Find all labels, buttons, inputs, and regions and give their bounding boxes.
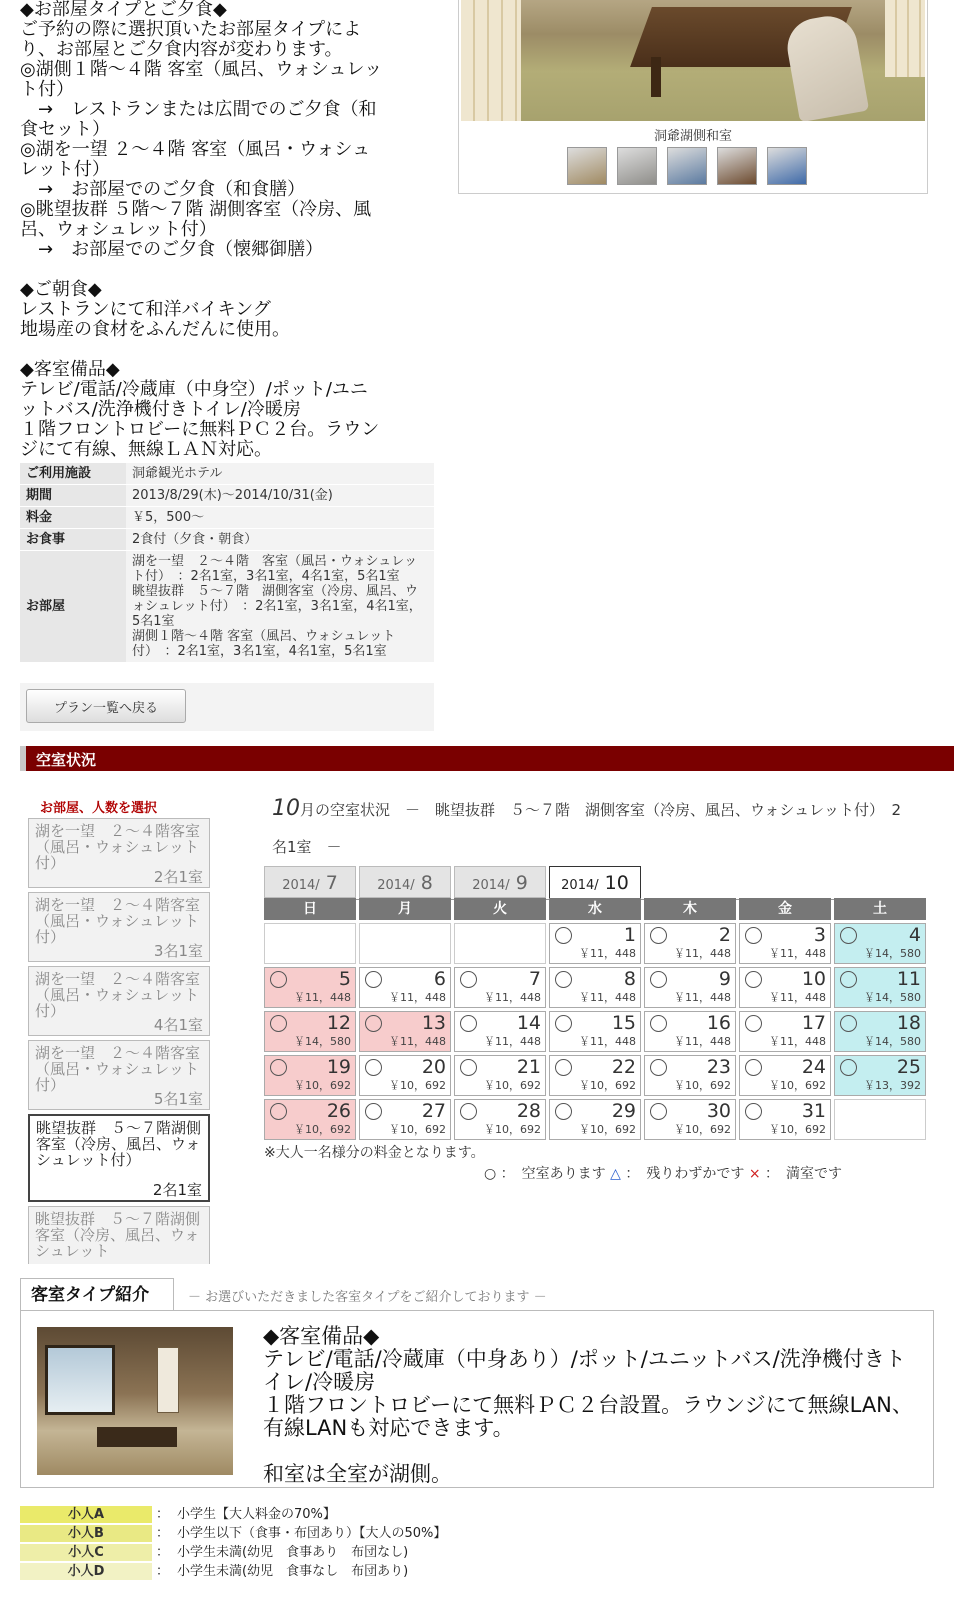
description-line: テレビ/電話/冷蔵庫（中身空）/ポット/ユニ [20, 379, 368, 400]
month-tab-year: 2014/ [472, 878, 510, 893]
day-price: ￥11，448 [484, 1035, 541, 1048]
room-option[interactable] [28, 892, 210, 962]
description-line: ットバス/洗浄機付きトイレ/冷暖房 [20, 399, 301, 420]
description-line: ト付） [20, 79, 74, 100]
available-circle-icon [555, 971, 572, 988]
photo-thumbnail[interactable] [667, 147, 707, 185]
day-number: 29 [611, 1100, 636, 1122]
room-type-tab[interactable]: 客室タイプ紹介 [20, 1278, 174, 1310]
available-circle-icon [650, 971, 667, 988]
availability-header [20, 746, 954, 771]
weekday-header: 火 [454, 898, 546, 920]
day-price: ￥11，448 [674, 991, 731, 1004]
day-number: 23 [706, 1056, 731, 1078]
description-line [20, 260, 430, 280]
day-price: ￥11，448 [579, 1035, 636, 1048]
day-number: 25 [896, 1056, 921, 1078]
day-price: ￥10，692 [294, 1123, 351, 1136]
plan-info-table [20, 463, 434, 663]
weekday-header: 水 [549, 898, 641, 920]
day-price: ￥14，580 [864, 1035, 921, 1048]
child-category: 小人C [20, 1543, 152, 1562]
calendar-day-cell[interactable] [454, 1099, 546, 1140]
calendar-day-cell[interactable] [834, 1011, 926, 1052]
child-price-description: 小学生【大人料金の70%】 [177, 1507, 336, 1522]
available-circle-icon [840, 971, 857, 988]
day-price: ￥14，580 [864, 991, 921, 1004]
calendar-day-cell[interactable] [454, 1055, 546, 1096]
calendar-day-cell[interactable] [739, 1099, 831, 1140]
calendar-day-cell[interactable] [359, 1011, 451, 1052]
description-line: レストランにて和洋バイキング [20, 299, 271, 320]
info-key: ご利用施設 [20, 463, 126, 485]
availability-header-label: 空室状況 [36, 751, 97, 769]
weekday-header: 金 [739, 898, 831, 920]
description-line: ジにて有線、無線ＬＡＮ対応。 [20, 439, 272, 460]
available-circle-icon [745, 1015, 762, 1032]
calendar-day-cell[interactable] [264, 1011, 356, 1052]
calendar-day-cell[interactable] [739, 1055, 831, 1096]
day-price: ￥10，692 [484, 1079, 541, 1092]
calendar-day-cell[interactable] [644, 1099, 736, 1140]
day-price: ￥10，692 [579, 1079, 636, 1092]
room-option[interactable] [28, 966, 210, 1036]
calendar-month: 10 [272, 796, 300, 821]
day-number: 3 [813, 924, 826, 946]
day-price: ￥14，580 [864, 947, 921, 960]
day-price: ￥14，580 [294, 1035, 351, 1048]
calendar-day-cell[interactable] [644, 1011, 736, 1052]
full-symbol: × [748, 1166, 761, 1182]
available-circle-icon [555, 1059, 572, 1076]
available-circle-icon [460, 971, 477, 988]
room-option-capacity: 5名1室 [153, 1090, 203, 1108]
info-value: 湖を一望 ２～４階 客室（風呂・ウォシュレット付） ：2名1室，3名1室，4名1室，5名1室 眺望抜群 ５～７階 湖側客室（冷房、風呂、ウォシュレット付） ：2名1室，3名1室，4名1室，5名1室 湖側１階～４階 客室（風呂、ウォシュレット付） ：2名1室，3名1室，4名1室，5名1室 [126, 551, 434, 663]
weekday-header: 月 [359, 898, 451, 920]
price-note: ※大人一名様分の料金となります。 [264, 1145, 485, 1161]
photo-thumbnail[interactable] [617, 147, 657, 185]
available-circle-icon [650, 1059, 667, 1076]
available-circle-icon [555, 927, 572, 944]
room-option-capacity: 4名1室 [153, 1016, 203, 1034]
day-number: 12 [326, 1012, 351, 1034]
few-left-symbol: △ [610, 1166, 621, 1182]
day-number: 15 [611, 1012, 636, 1034]
info-value: 2食付（夕食・朝食） [126, 529, 434, 551]
description-line: 呂、ウォシュレット付） [20, 219, 217, 240]
description-line: ご予約の際に選択頂いたお部屋タイプによ [20, 19, 362, 40]
photo-gallery [458, 0, 928, 194]
month-tab-year: 2014/ [377, 878, 415, 893]
day-price: ￥11，448 [769, 991, 826, 1004]
available-circle-icon [840, 927, 857, 944]
day-number: 17 [801, 1012, 826, 1034]
description-line: → レストランまたは広間でのご夕食（和 [20, 99, 377, 120]
day-price: ￥13，392 [864, 1079, 921, 1092]
calendar-day-cell[interactable] [739, 923, 831, 964]
weekday-header: 日 [264, 898, 356, 920]
info-key: 期間 [20, 485, 126, 507]
info-key: お部屋 [20, 551, 126, 663]
description-line: ◆お部屋タイプとご夕食◆ [20, 0, 227, 20]
available-circle-icon [555, 1103, 572, 1120]
day-number: 28 [516, 1100, 541, 1122]
day-price: ￥11，448 [294, 991, 351, 1004]
calendar-empty-cell [834, 1099, 926, 1140]
calendar-empty-cell [359, 923, 451, 964]
day-number: 7 [528, 968, 541, 990]
available-circle-icon [745, 1059, 762, 1076]
available-circle-icon [460, 1015, 477, 1032]
available-circle-icon [270, 1015, 287, 1032]
available-label: ： 空室あります [500, 1166, 606, 1182]
calendar-day-cell[interactable] [739, 967, 831, 1008]
available-circle-icon [270, 1059, 287, 1076]
description-line: 食セット） [20, 119, 110, 140]
room-type-subtitle: － お選びいただきました客室タイプをご紹介しております － [188, 1290, 547, 1305]
calendar-day-cell[interactable] [644, 923, 736, 964]
info-row [20, 463, 434, 485]
day-number: 30 [706, 1100, 731, 1122]
room-select-title: お部屋、人数を選択 [40, 801, 158, 816]
calendar-day-cell[interactable] [834, 1055, 926, 1096]
day-number: 13 [421, 1012, 446, 1034]
calendar-day-cell[interactable] [644, 967, 736, 1008]
room-option-capacity: 3名1室 [153, 942, 203, 960]
tab-month-7[interactable] [264, 866, 356, 898]
calendar-day-cell[interactable] [549, 967, 641, 1008]
day-number: 21 [516, 1056, 541, 1078]
description-line: ◎湖を一望 ２～４階 客室（風呂・ウォシュ [20, 139, 371, 160]
day-number: 22 [611, 1056, 636, 1078]
availability-legend [484, 1163, 842, 1183]
calendar-title-text: 月の空室状況 － 眺望抜群 ５～７階 湖側客室（冷房、風呂、ウォシュレット付） 2名1室 － [272, 801, 901, 856]
weekday-header: 土 [834, 898, 926, 920]
day-price: ￥11，448 [769, 1035, 826, 1048]
child-pricing-table [20, 1506, 482, 1582]
day-price: ￥11，448 [674, 1035, 731, 1048]
child-category: 小人D [20, 1562, 152, 1581]
day-price: ￥11，448 [484, 991, 541, 1004]
description-line: ◎眺望抜群 ５階～７階 湖側客室（冷房、風 [20, 199, 372, 220]
calendar-day-cell[interactable] [549, 923, 641, 964]
calendar-empty-cell [454, 923, 546, 964]
day-number: 24 [801, 1056, 826, 1078]
room-option[interactable] [28, 1114, 210, 1202]
day-price: ￥10，692 [769, 1123, 826, 1136]
day-price: ￥10，692 [389, 1079, 446, 1092]
child-price-row [20, 1543, 482, 1562]
day-price: ￥11，448 [674, 947, 731, 960]
room-option-name: 湖を一望 ２～４階客室（風呂・ウォシュレット付） [35, 970, 201, 1020]
thumbnail-strip [567, 147, 807, 185]
room-option-name: 眺望抜群 ５～７階湖側客室（冷房、風呂、ウォシュレット [35, 1210, 201, 1260]
day-price: ￥11，448 [579, 991, 636, 1004]
available-circle-icon [840, 1059, 857, 1076]
tab-month-10[interactable] [549, 866, 641, 900]
photo-thumbnail[interactable] [767, 147, 807, 185]
day-price: ￥10，692 [674, 1079, 731, 1092]
separator: ： [156, 1564, 170, 1579]
day-price: ￥10，692 [294, 1079, 351, 1092]
available-circle-icon [745, 971, 762, 988]
available-circle-icon [745, 1103, 762, 1120]
description-line: → お部屋でのご夕食（懐郷御膳） [20, 239, 324, 260]
full-label: ： 満室です [765, 1166, 842, 1182]
month-tab-month: 9 [509, 872, 528, 894]
room-option-capacity: 2名1室 [152, 1181, 202, 1199]
tab-month-8[interactable] [359, 866, 451, 898]
available-circle-icon [650, 1103, 667, 1120]
availability-calendar [264, 898, 926, 1140]
calendar-day-cell[interactable] [264, 1055, 356, 1096]
available-symbol: ○ [484, 1166, 497, 1182]
calendar-day-cell[interactable] [549, 1099, 641, 1140]
child-category: 小人A [20, 1506, 152, 1524]
room-option-name: 湖を一望 ２～４階客室（風呂・ウォシュレット付） [35, 822, 201, 872]
room-type-list[interactable] [28, 818, 210, 1264]
day-price: ￥11，448 [769, 947, 826, 960]
day-number: 18 [896, 1012, 921, 1034]
plan-description [20, 0, 430, 460]
description-line: → お部屋でのご夕食（和食膳） [20, 179, 306, 200]
available-circle-icon [460, 1103, 477, 1120]
day-number: 16 [706, 1012, 731, 1034]
day-price: ￥11，448 [389, 991, 446, 1004]
tab-month-9[interactable] [454, 866, 546, 898]
description-line: ◆客室備品◆ [20, 359, 120, 380]
calendar-day-cell[interactable] [549, 1011, 641, 1052]
child-price-row [20, 1506, 482, 1524]
day-number: 14 [516, 1012, 541, 1034]
day-price: ￥11，448 [389, 1035, 446, 1048]
child-category: 小人B [20, 1524, 152, 1543]
info-key: お食事 [20, 529, 126, 551]
info-row [20, 507, 434, 529]
day-number: 2 [718, 924, 731, 946]
day-price: ￥10，692 [579, 1123, 636, 1136]
info-value: ￥5，500～ [126, 507, 434, 529]
description-line: り、お部屋とご夕食内容が変わります。 [20, 39, 343, 60]
month-tab-year: 2014/ [282, 878, 320, 893]
child-price-row [20, 1562, 482, 1581]
day-price: ￥10，692 [769, 1079, 826, 1092]
description-line: ◎湖側１階～４階 客室（風呂、ウォシュレッ [20, 59, 383, 80]
month-tab-month: 8 [414, 872, 433, 894]
child-price-row [20, 1524, 482, 1543]
info-row [20, 485, 434, 507]
info-key: 料金 [20, 507, 126, 529]
calendar-day-cell[interactable] [834, 923, 926, 964]
day-price: ￥10，692 [484, 1123, 541, 1136]
room-type-description: ◆客室備品◆ テレビ/電話/冷蔵庫（中身あり）/ポット/ユニットバス/洗浄機付きトイレ/冷暖房 １階フロントロビーにて無料ＰＣ２台設置。ラウンジにて無線LAN、有線LANも対応できます。 和室は全室が湖側。 [263, 1324, 913, 1486]
day-number: 8 [623, 968, 636, 990]
month-tab-month: 10 [598, 872, 629, 894]
day-number: 31 [801, 1100, 826, 1122]
info-value: 洞爺観光ホテル [126, 463, 434, 485]
room-type-photo [37, 1327, 233, 1475]
few-left-label: ： 残りわずかです [625, 1166, 745, 1182]
calendar-day-cell[interactable] [359, 1055, 451, 1096]
room-option[interactable] [28, 1040, 210, 1110]
back-to-plan-list-button[interactable]: プラン一覧へ戻る [26, 689, 186, 723]
day-price: ￥11，448 [579, 947, 636, 960]
description-line: １階フロントロビーに無料ＰＣ２台。ラウン [20, 419, 380, 440]
room-option-capacity: 2名1室 [153, 868, 203, 886]
info-footer [20, 683, 434, 731]
day-number: 26 [326, 1100, 351, 1122]
day-number: 11 [896, 968, 921, 990]
day-number: 1 [623, 924, 636, 946]
info-value: 2013/8/29(木)～2014/10/31(金) [126, 485, 434, 507]
calendar-day-cell[interactable] [454, 967, 546, 1008]
day-number: 20 [421, 1056, 446, 1078]
month-tab-month: 7 [319, 872, 338, 894]
available-circle-icon [270, 1103, 287, 1120]
description-line: 地場産の食材をふんだんに使用。 [20, 319, 290, 340]
separator: ： [156, 1526, 170, 1541]
day-price: ￥10，692 [389, 1123, 446, 1136]
room-option-name: 湖を一望 ２～４階客室（風呂・ウォシュレット付） [35, 1044, 201, 1094]
calendar-day-cell[interactable] [454, 1011, 546, 1052]
main-room-photo [461, 0, 925, 121]
calendar-title [272, 790, 912, 866]
photo-thumbnail[interactable] [717, 147, 757, 185]
day-number: 4 [908, 924, 921, 946]
calendar-day-cell[interactable] [264, 1099, 356, 1140]
separator: ： [156, 1545, 170, 1560]
day-number: 27 [421, 1100, 446, 1122]
day-price: ￥10，692 [674, 1123, 731, 1136]
day-number: 19 [326, 1056, 351, 1078]
calendar-day-cell[interactable] [264, 967, 356, 1008]
available-circle-icon [555, 1015, 572, 1032]
child-price-description: 小学生以下（食事・布団あり）【大人の50%】 [177, 1526, 447, 1541]
available-circle-icon [840, 1015, 857, 1032]
month-tab-year: 2014/ [561, 878, 599, 893]
available-circle-icon [365, 1059, 382, 1076]
info-row [20, 551, 434, 663]
day-number: 10 [801, 968, 826, 990]
weekday-header: 木 [644, 898, 736, 920]
description-line: レット付） [20, 159, 110, 180]
photo-thumbnail[interactable] [567, 147, 607, 185]
description-line [20, 340, 430, 360]
room-option[interactable] [28, 818, 210, 888]
calendar-day-cell[interactable] [739, 1011, 831, 1052]
room-option-name: 湖を一望 ２～４階客室（風呂・ウォシュレット付） [35, 896, 201, 946]
calendar-day-cell[interactable] [359, 967, 451, 1008]
available-circle-icon [270, 971, 287, 988]
calendar-day-cell[interactable] [359, 1099, 451, 1140]
day-number: 9 [718, 968, 731, 990]
separator: ： [156, 1507, 170, 1522]
month-tabs [264, 866, 644, 900]
child-price-description: 小学生未満(幼児 食事なし 布団あり) [177, 1564, 409, 1579]
calendar-empty-cell [264, 923, 356, 964]
day-number: 6 [433, 968, 446, 990]
available-circle-icon [745, 927, 762, 944]
available-circle-icon [365, 1015, 382, 1032]
calendar-day-cell[interactable] [549, 1055, 641, 1096]
room-option[interactable] [28, 1206, 210, 1264]
child-price-description: 小学生未満(幼児 食事あり 布団なし) [177, 1545, 409, 1560]
info-row [20, 529, 434, 551]
day-number: 5 [338, 968, 351, 990]
available-circle-icon [650, 927, 667, 944]
available-circle-icon [365, 1103, 382, 1120]
photo-caption: 洞爺湖側和室 [653, 129, 732, 144]
available-circle-icon [460, 1059, 477, 1076]
calendar-day-cell[interactable] [644, 1055, 736, 1096]
available-circle-icon [650, 1015, 667, 1032]
description-line: ◆ご朝食◆ [20, 279, 102, 300]
room-option-name: 眺望抜群 ５～７階湖側客室（冷房、風呂、ウォシュレット付） [36, 1119, 202, 1169]
calendar-day-cell[interactable] [834, 967, 926, 1008]
room-type-box [20, 1310, 934, 1488]
available-circle-icon [365, 971, 382, 988]
